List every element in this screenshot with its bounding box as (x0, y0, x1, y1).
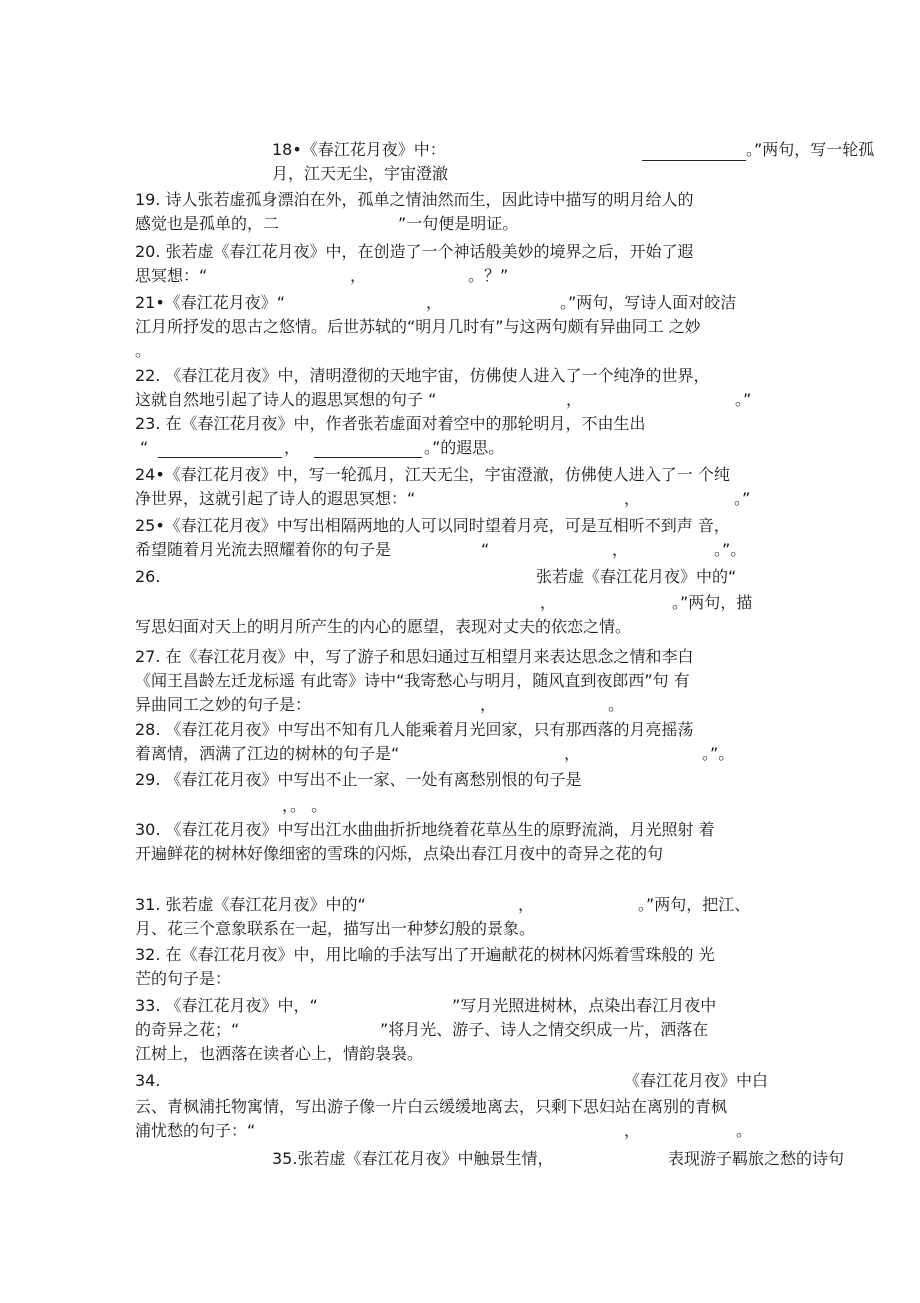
q31-line2: 月、花三个意象联系在一起，描写出一种梦幻般的景象。 (135, 919, 536, 938)
q21-line2: 江月所抒发的思古之悠情。后世苏轼的“明月几时有”与这两句颇有异曲同工 之妙 (135, 317, 701, 336)
q30-line1: 30. 《春江花月夜》中写出江水曲曲折折地绕着花草丛生的原野流淌，月光照射 着 (135, 820, 715, 839)
q24-end: 。” (734, 489, 751, 508)
q19-line2b: ”一句便是明证。 (398, 214, 519, 233)
q26-comma: ， (540, 593, 557, 612)
q24-line1: 24•《春江花月夜》中，写一轮孤月，江天无尘，宇宙澄澈，仿佛使人进入了一 个纯 (135, 465, 730, 484)
q22-line2a: 这就自然地引起了诗人的遐思冥想的句子 “ (135, 390, 437, 409)
q31-line1a: 31. 张若虚《春江花月夜》中的“ (135, 895, 366, 914)
q32-line2: 芒的句子是： (135, 969, 232, 988)
q31-line1b: 。”两句，把江、 (638, 895, 751, 914)
q21-line1a: 21•《春江花月夜》“ (135, 293, 286, 312)
q23-blank-2 (314, 457, 422, 458)
q20-line1: 20. 张若虚《春江花月夜》中，在创造了一个神话般美妙的境界之后，开始了遐 (135, 242, 694, 261)
q20-end: 。？” (468, 266, 509, 285)
q33-line3: 江树上，也洒落在读者心上，情韵袅袅。 (135, 1044, 424, 1063)
q28-end: 。”。 (702, 744, 735, 763)
q33-line2a: 的奇异之花；“ (135, 1020, 240, 1039)
q20-comma: ， (350, 266, 367, 285)
q27-comma: ， (480, 695, 497, 714)
q34-line3a: 浦忧愁的句子：“ (135, 1121, 256, 1140)
q35-line1b: 表现游子羁旅之愁的诗句 (668, 1149, 845, 1168)
q26-line3: 写思妇面对天上的明月所产生的内心的愿望，表现对丈夫的依恋之情。 (135, 617, 632, 636)
q29-line2: ，。 。 (282, 796, 328, 815)
q33-line1b: ”写月光照进树林，点染出春江月夜中 (452, 996, 717, 1015)
q18-prefix: 18•《春江花月夜》中： (272, 140, 446, 159)
q22-end: 。” (735, 390, 752, 409)
q34-comma: ， (624, 1121, 641, 1140)
q21-line1b: 。”两句，写诗人面对皎洁 (560, 293, 737, 312)
q23-end: 。”的遐思。 (424, 438, 505, 457)
q23-line1: 23. 在《春江花月夜》中，作者张若虚面对着空中的那轮明月，不由生出 (135, 414, 646, 433)
q34-line1b: 《春江花月夜》中白 (624, 1071, 769, 1090)
q22-line1: 22. 《春江花月夜》中，清明澄彻的天地宇宙，仿佛使人进入了一个纯净的世界， (135, 366, 710, 385)
q25-open-quote: “ (481, 540, 490, 559)
q27-end: 。 (608, 695, 625, 714)
q23-open-quote: “ (140, 438, 149, 457)
q19-line1: 19. 诗人张若虚孤身漂泊在外，孤单之情油然而生，因此诗中描写的明月给人的 (135, 190, 694, 209)
q34-end: 。 (736, 1121, 753, 1140)
q33-line1a: 33. 《春江花月夜》中，“ (135, 996, 318, 1015)
q22-comma: ， (566, 390, 583, 409)
q25-end: 。”。 (714, 540, 747, 559)
q27-line2: 《闻王昌龄左迁龙标遥 有此寄》诗中“我寄愁心与明月，随风直到夜郎西”句 有 (135, 671, 690, 690)
q33-line2b: ”将月光、游子、诗人之情交织成一片，洒落在 (380, 1020, 709, 1039)
q28-line1: 28. 《春江花月夜》中写出不知有几人能乘着月光回家，只有那西落的月亮摇荡 (135, 720, 694, 739)
q26-line1b: 张若虚《春江花月夜》中的“ (536, 567, 737, 586)
q34-line2: 云、青枫浦托物寓情，写出游子像一片白云缓缓地离去，只剩下思妇站在离别的青枫 (135, 1097, 728, 1116)
q28-comma: ， (564, 744, 581, 763)
q26-number: 26. (135, 567, 161, 586)
q25-comma: ， (612, 540, 629, 559)
q24-line2a: 净世界，这就引起了诗人的遐思冥想：“ (135, 489, 416, 508)
q30-line2: 开遍鲜花的树林好像细密的雪珠的闪烁，点染出春江月夜中的奇异之花的句 (135, 844, 664, 863)
q25-line2a: 希望随着月光流去照耀着你的句子是 (135, 540, 392, 559)
q24-comma: ， (624, 489, 641, 508)
q27-line3a: 异曲同工之妙的句子是： (135, 695, 312, 714)
q18-line2: 月，江天无尘，宇宙澄澈 (272, 164, 449, 183)
q20-line2a: 思冥想：“ (135, 266, 208, 285)
q23-blank-1 (158, 457, 282, 458)
q21-comma: ， (426, 293, 443, 312)
q18-answer-blank (642, 160, 746, 161)
q28-line2a: 着离情，洒满了江边的树林的句子是“ (135, 744, 400, 763)
q18-suffix: 。”两句，写一轮孤 (746, 140, 875, 159)
q31-comma: ， (518, 895, 535, 914)
q35-line1a: 35.张若虚《春江花月夜》中触景生情， (272, 1149, 554, 1168)
q25-line1: 25•《春江花月夜》中写出相隔两地的人可以同时望着月亮，可是互相听不到声 音， (135, 516, 730, 535)
q34-number: 34. (135, 1071, 161, 1090)
q26-end: 。”两句，描 (672, 593, 753, 612)
q32-line1: 32. 在《春江花月夜》中，用比喻的手法写出了开遍献花的树林闪烁着雪珠般的 光 (135, 945, 715, 964)
q21-line3: 。 (135, 341, 152, 360)
q29-line1: 29. 《春江花月夜》中写出不止一家、一处有离愁别恨的句子是 (135, 770, 582, 789)
q23-comma: ， (284, 438, 301, 457)
q19-line2a: 感觉也是孤单的，二 (135, 214, 280, 233)
q27-line1: 27. 在《春江花月夜》中，写了游子和思妇通过互相望月来表达思念之情和李白 (135, 647, 694, 666)
